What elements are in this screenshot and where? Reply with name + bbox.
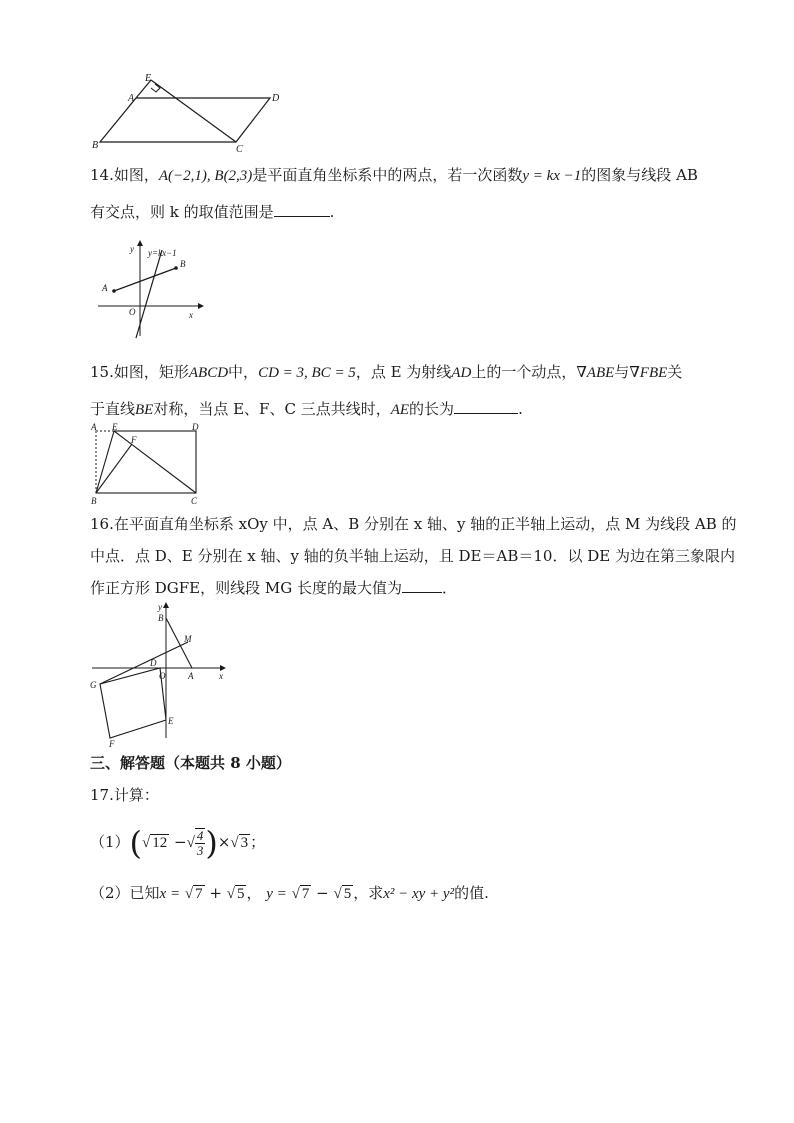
q17-part2: （2）已知x = √ 7 + √ 5 ， y = √ 7 − √ 5 ，求x² − xy + y²的值. (90, 884, 489, 902)
label-B: B (180, 259, 186, 269)
label-F: F (109, 739, 115, 748)
label-F: F (131, 435, 137, 445)
section-three-heading: 三、解答题（本题共 8 小题） (90, 754, 291, 772)
label-A: A (188, 671, 194, 681)
q15-answer-blank[interactable] (454, 399, 518, 414)
q16-line3: 作正方形 DGFE，则线段 MG 长度的最大值为 ． (90, 579, 458, 597)
q14-line1: 14.如图，A(−2,1), B(2,3)是平面直角坐标系中的两点，若一次函数y = kx −1的图象与线段 AB (90, 166, 698, 184)
label-y: y (130, 244, 134, 254)
label-O: O (159, 671, 166, 681)
q15-line1: 15.如图，矩形ABCD中，CD = 3, BC = 5，点 E 为射线AD上的一个动点，∇ABE与∇FBE关 (90, 363, 683, 381)
q17-title: 17.计算： (90, 786, 159, 804)
q16-line2: 中点．点 D、E 分别在 x 轴、y 轴的负半轴上运动，且 DE＝AB＝10．以 DE 为边在第三象限内 (90, 547, 735, 565)
figure-square-coordinate (88, 600, 233, 748)
figure-linear-function (96, 240, 206, 340)
label-y: y (158, 602, 162, 612)
label-A: A (128, 93, 135, 104)
label-O: O (129, 307, 136, 317)
label-B: B (158, 613, 164, 623)
q15-line2: 于直线BE对称，当点 E、F、C 三点共线时，AE的长为 . (90, 400, 523, 418)
label-B: B (91, 496, 97, 506)
label-D: D (192, 423, 199, 432)
label-C: C (191, 496, 198, 506)
label-M: M (184, 634, 192, 644)
q16-line1: 16.在平面直角坐标系 xOy 中，点 A、B 分别在 x 轴、y 轴的正半轴上运动，点 M 为线段 AB 的 (90, 515, 737, 533)
q14-answer-blank[interactable] (274, 202, 330, 217)
q16-answer-blank[interactable] (402, 578, 442, 593)
label-D: D (272, 93, 280, 104)
label-G: G (90, 680, 97, 690)
q14-points: A(−2,1), B(2,3) (158, 168, 253, 184)
label-x: x (189, 310, 193, 320)
label-func: y=kx−1 (148, 248, 177, 258)
label-A: A (102, 283, 108, 293)
figure-parallelogram (88, 70, 288, 155)
q14-line2: 有交点，则 k 的取值范围是 . (90, 203, 335, 221)
label-E: E (168, 716, 174, 726)
label-C: C (236, 144, 243, 155)
figure-rectangle (90, 423, 210, 509)
label-E: E (145, 73, 152, 84)
q14-number: 14. (90, 166, 114, 184)
q17-part1: （1）(√ 12 −√ $\frac{4}{3}$ )×√ 3 ； (90, 824, 266, 862)
label-x: x (219, 671, 223, 681)
q14-function: y = kx −1 (522, 168, 582, 184)
label-E: E (112, 423, 118, 432)
label-D: D (150, 658, 157, 668)
label-A: A (91, 423, 97, 432)
label-B: B (92, 140, 99, 151)
